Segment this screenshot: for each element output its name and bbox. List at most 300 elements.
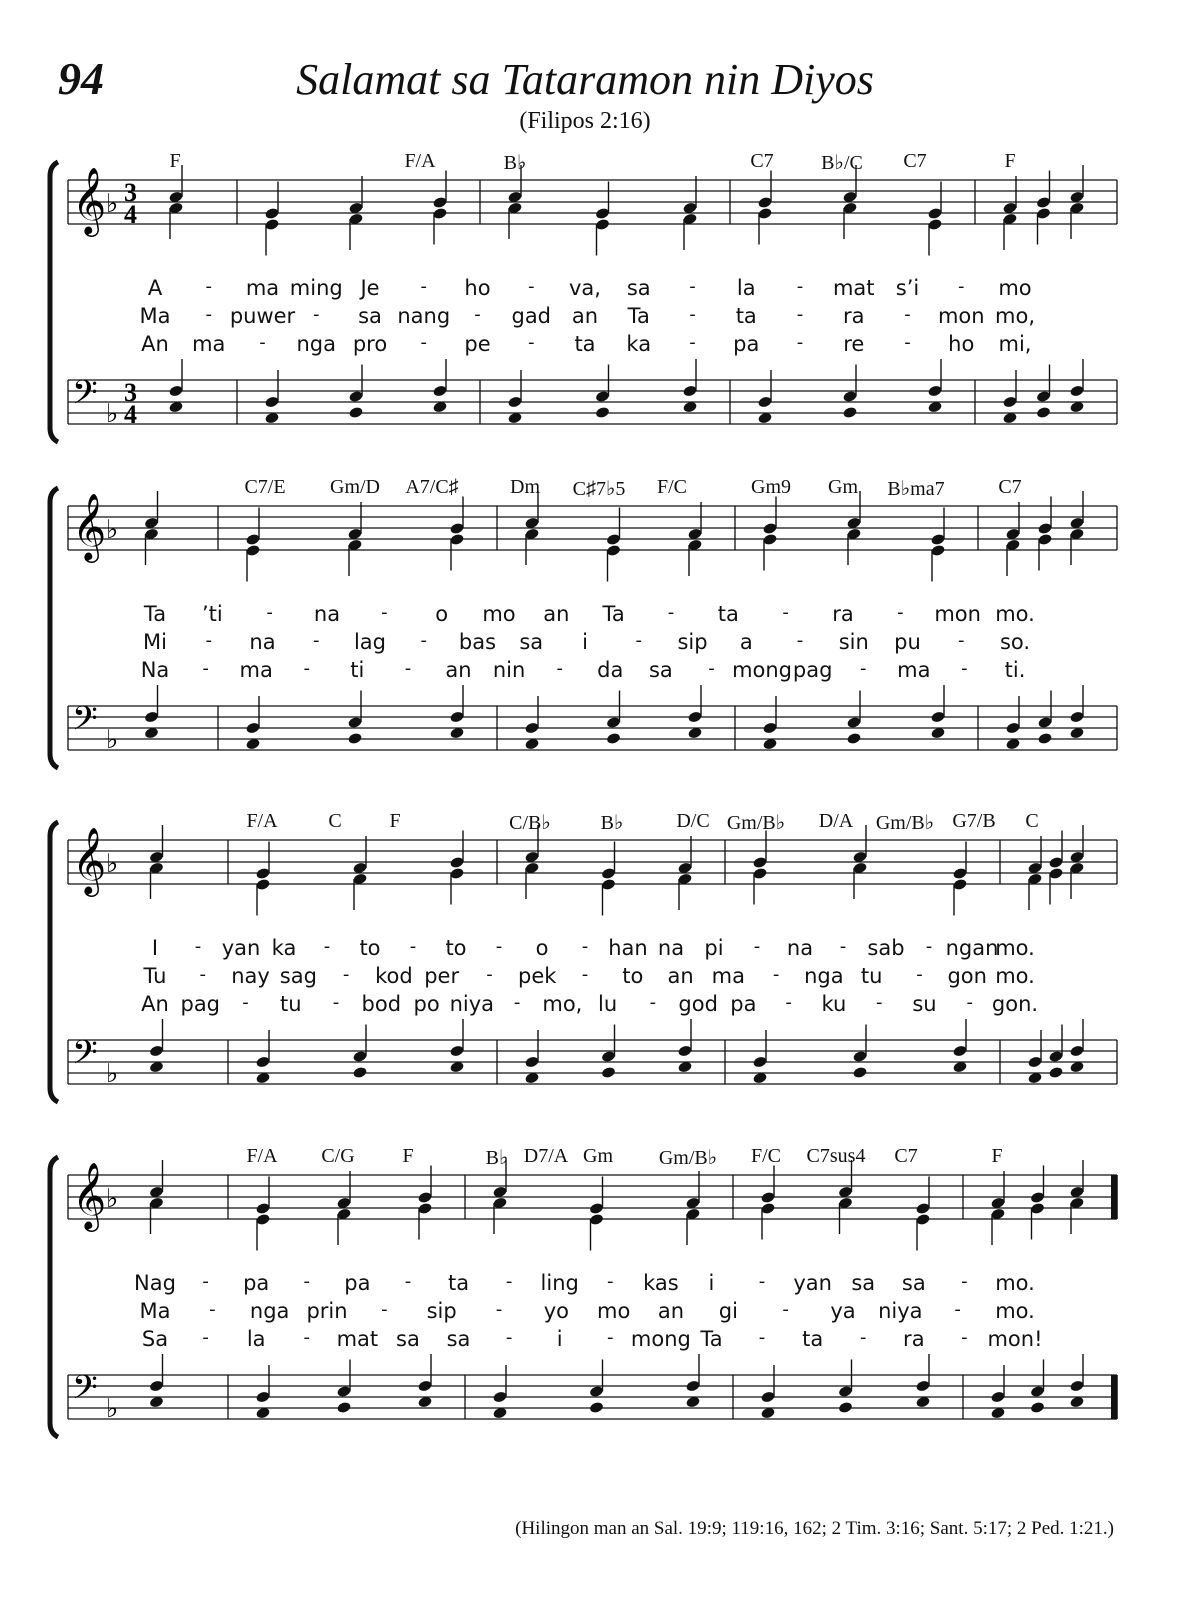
lyric-syllable: na (657, 936, 685, 960)
notehead (842, 406, 857, 419)
lyric-syllable: po (413, 992, 440, 1016)
lyric-syllable: ma (897, 658, 931, 682)
lyric-hyphen: - (202, 1327, 209, 1348)
lyric-syllable: nga (249, 1299, 290, 1323)
lyric-hyphen: - (708, 658, 715, 679)
lyric-syllable: mo. (995, 1271, 1035, 1295)
lyric-syllable: bas (458, 630, 497, 654)
lyric-syllable: bod (361, 992, 402, 1016)
treble-clef-icon: 𝄞 (72, 492, 107, 560)
lyric-syllable: mong (732, 658, 793, 682)
lyric-hyphen: - (313, 304, 320, 325)
notehead (347, 732, 362, 745)
chord-symbol: F/A (404, 150, 436, 172)
lyric-syllable: nin (492, 658, 526, 682)
lyric-syllable: ho (464, 276, 491, 300)
lyric-syllable: lag (353, 630, 387, 654)
lyric-syllable: ling (540, 1271, 579, 1295)
chord-symbol: C7 (894, 1145, 918, 1167)
lyric-syllable: Sa (141, 1327, 169, 1351)
chord-symbol: F/A (246, 1145, 278, 1167)
lyric-syllable: ngan (945, 936, 999, 960)
lyric-syllable: gi (718, 1299, 738, 1323)
lyric-syllable: Ma (139, 304, 171, 328)
chord-symbol: G7/B (952, 810, 996, 832)
system-bracket (50, 162, 58, 442)
chord-symbol: C7 (750, 150, 774, 172)
notehead (1030, 1401, 1045, 1414)
lyric-hyphen: - (202, 1271, 209, 1292)
chord-symbol: F/C (750, 1145, 782, 1167)
chord-symbol: C (1025, 810, 1039, 832)
key-flat-icon: ♭ (106, 189, 119, 219)
chord-symbol: Gm9 (751, 476, 791, 498)
lyric-hyphen: - (242, 992, 249, 1013)
lyric-syllable: ta (802, 1327, 824, 1351)
lyric-syllable: ma (711, 964, 745, 988)
lyric-hyphen: - (961, 1327, 968, 1348)
lyric-syllable: nang (397, 304, 451, 328)
lyric-hyphen: - (689, 332, 696, 353)
lyric-syllable: mo. (995, 964, 1035, 988)
notehead (1037, 732, 1052, 745)
lyric-syllable: la (246, 1327, 266, 1351)
lyric-syllable: ra (842, 304, 865, 328)
lyric-hyphen: - (958, 630, 965, 651)
bass-clef-icon: 𝄢 (72, 1034, 98, 1080)
lyric-hyphen: - (194, 936, 202, 957)
lyric-hyphen: - (205, 630, 212, 651)
lyric-hyphen: - (303, 1271, 310, 1292)
lyric-syllable: mi, (998, 332, 1032, 356)
chord-symbol: F (389, 810, 401, 832)
chord-symbol: F/C (656, 476, 688, 498)
chord-symbol: Gm/D (330, 476, 380, 498)
notehead (846, 732, 861, 745)
chord-symbol: F/A (246, 810, 278, 832)
lyric-syllable: Ma (139, 1299, 171, 1323)
lyric-hyphen: - (303, 658, 310, 679)
lyric-hyphen: - (796, 630, 804, 651)
lyric-hyphen: - (607, 1327, 614, 1348)
scripture-reference: (Filipos 2:16) (519, 108, 651, 134)
lyric-hyphen: - (782, 602, 789, 623)
lyric-hyphen: - (916, 964, 923, 985)
chord-symbol: C7sus4 (806, 1145, 866, 1167)
lyric-syllable: pa (730, 992, 757, 1016)
lyric-hyphen: - (420, 630, 427, 651)
lyric-syllable: yo (543, 1299, 569, 1323)
lyric-hyphen: - (381, 602, 388, 623)
treble-clef-icon: 𝄞 (72, 1161, 107, 1229)
lyric-hyphen: - (495, 936, 503, 957)
key-flat-icon: ♭ (106, 1184, 119, 1214)
lyric-syllable: mat (336, 1327, 379, 1351)
lyric-hyphen: - (259, 332, 266, 353)
lyric-syllable: s’i (895, 276, 920, 300)
lyric-hyphen: - (420, 276, 427, 297)
lyric-syllable: mo (597, 1299, 631, 1323)
chord-symbol: Gm/B♭ (875, 812, 935, 834)
key-flat-icon: ♭ (106, 515, 119, 545)
lyric-syllable: kod (375, 964, 413, 988)
bass-clef-icon: 𝄢 (72, 700, 98, 746)
lyric-syllable: mo (482, 602, 516, 626)
lyric-syllable: o (535, 936, 549, 960)
lyric-syllable: na (313, 602, 341, 626)
time-signature-bottom: 4 (124, 400, 137, 429)
lyric-syllable: sa (358, 304, 382, 328)
time-signature-top: 3 (124, 378, 137, 407)
key-flat-icon: ♭ (106, 725, 119, 755)
lyric-syllable: sa (519, 630, 544, 654)
notehead (348, 406, 363, 419)
lyric-hyphen: - (758, 1271, 766, 1292)
chord-symbol: D/C (676, 810, 710, 832)
lyric-syllable: Nag (134, 1271, 176, 1295)
lyric-hyphen: - (581, 936, 589, 957)
lyric-hyphen: - (486, 964, 493, 985)
chord-symbol: C/G (321, 1145, 355, 1167)
lyric-syllable: yan (793, 1271, 832, 1295)
chord-symbol: Gm (583, 1145, 613, 1167)
lyric-hyphen: - (753, 936, 761, 957)
lyric-hyphen: - (649, 992, 657, 1013)
chord-symbol: B♭ (503, 152, 527, 174)
notehead (838, 1401, 853, 1414)
lyric-syllable: ti (350, 658, 365, 682)
lyric-syllable: ma (239, 658, 273, 682)
lyric-syllable: Je (360, 276, 380, 300)
lyric-syllable: pu (894, 630, 921, 654)
chord-symbol: Gm (828, 476, 858, 498)
lyric-syllable: sa (648, 658, 673, 682)
lyric-hyphen: - (202, 658, 209, 679)
lyric-syllable: so. (999, 630, 1031, 654)
lyric-hyphen: - (785, 992, 792, 1013)
lyric-hyphen: - (961, 658, 968, 679)
lyric-syllable: an (571, 304, 599, 328)
lyric-syllable: an (543, 602, 570, 626)
lyric-syllable: per (424, 964, 460, 988)
treble-clef-icon: 𝄞 (72, 826, 107, 894)
lyric-syllable: An (141, 992, 169, 1016)
lyric-syllable: sag (279, 964, 317, 988)
key-flat-icon: ♭ (106, 1059, 119, 1089)
chord-symbol: B♭ (485, 1147, 509, 1169)
lyric-syllable: an (657, 1299, 685, 1323)
lyric-syllable: an (445, 658, 472, 682)
lyric-syllable: ra (832, 602, 854, 626)
lyric-hyphen: - (782, 1299, 789, 1320)
lyric-syllable: mo. (995, 1299, 1035, 1323)
notehead (1048, 1066, 1063, 1079)
lyric-hyphen: - (897, 602, 904, 623)
lyric-syllable: Mi (143, 630, 167, 654)
chord-symbol: C (328, 810, 342, 832)
lyric-syllable: na (786, 936, 814, 960)
lyric-syllable: tu (860, 964, 883, 988)
lyric-syllable: sin (838, 630, 869, 654)
lyric-syllable: ta (447, 1271, 470, 1295)
lyric-syllable: Na (140, 658, 170, 682)
chord-symbol: C7/E (244, 476, 286, 498)
lyric-hyphen: - (342, 964, 350, 985)
bass-clef-icon: 𝄢 (72, 374, 98, 420)
lyric-syllable: god (678, 992, 718, 1016)
lyric-hyphen: - (404, 658, 412, 679)
lyric-hyphen: - (495, 1299, 503, 1320)
lyric-hyphen: - (409, 936, 417, 957)
lyric-syllable: an (667, 964, 694, 988)
lyric-hyphen: - (966, 992, 973, 1013)
lyric-syllable: ta (735, 304, 757, 328)
lyric-hyphen: - (528, 276, 535, 297)
key-flat-icon: ♭ (106, 1394, 119, 1424)
notehead (852, 1066, 867, 1079)
lyric-syllable: puwer (229, 304, 296, 328)
lyric-syllable: ku (821, 992, 847, 1016)
lyric-syllable: na (249, 630, 276, 654)
bass-clef-icon: 𝄢 (72, 1369, 98, 1415)
lyric-syllable: han (608, 936, 648, 960)
lyric-syllable: sa (901, 1271, 926, 1295)
chord-symbol: D/A (818, 810, 854, 832)
song-title: Salamat sa Tataramon nin Diyos (296, 55, 874, 104)
staff-system (0, 150, 1200, 450)
lyric-hyphen: - (332, 992, 340, 1013)
lyric-hyphen: - (859, 658, 867, 679)
chord-symbol: B♭ (600, 812, 624, 834)
lyric-syllable: ma (245, 276, 280, 300)
notehead (601, 1066, 616, 1079)
chord-symbol: F (402, 1145, 414, 1167)
lyric-syllable: nga (804, 964, 844, 988)
time-signature-top: 3 (124, 178, 137, 207)
lyric-hyphen: - (758, 1327, 766, 1348)
lyric-syllable: tu (280, 992, 302, 1016)
notehead (1036, 406, 1051, 419)
lyric-syllable: pro (352, 332, 388, 356)
lyric-syllable: ’ti (201, 602, 223, 626)
lyric-syllable: mon (934, 602, 981, 626)
lyric-syllable: sa (851, 1271, 876, 1295)
chord-symbol: C/B♭ (509, 812, 551, 834)
lyric-syllable: nga (296, 332, 337, 356)
lyric-hyphen: - (961, 1271, 968, 1292)
lyric-syllable: ya (830, 1299, 856, 1323)
lyric-hyphen: - (303, 1327, 310, 1348)
key-flat-icon: ♭ (106, 849, 119, 879)
lyric-syllable: Ta (700, 1327, 723, 1351)
key-flat-icon: ♭ (106, 399, 119, 429)
lyric-hyphen: - (607, 1271, 614, 1292)
lyric-hyphen: - (505, 1271, 513, 1292)
lyric-hyphen: - (528, 332, 535, 353)
lyric-syllable: ra (903, 1327, 925, 1351)
lyric-syllable: va, (569, 276, 601, 300)
final-barline (1111, 1175, 1117, 1219)
lyric-hyphen: - (556, 658, 563, 679)
lyric-syllable: gon. (991, 992, 1039, 1016)
lyric-syllable: pag (792, 658, 833, 682)
lyric-hyphen: - (205, 276, 212, 297)
lyric-hyphen: - (323, 936, 331, 957)
staff-system (0, 476, 1200, 776)
chord-symbol: F (1004, 150, 1016, 172)
lyric-syllable: nay (231, 964, 270, 988)
lyric-hyphen: - (581, 964, 589, 985)
staff-system (0, 1145, 1200, 1445)
chord-symbol: B♭ma7 (887, 478, 945, 500)
lyric-syllable: kas (643, 1271, 679, 1295)
chord-symbol: Gm/B♭ (658, 1147, 718, 1169)
lyric-syllable: mo, (542, 992, 583, 1016)
lyric-syllable: ti. (1004, 658, 1026, 682)
lyric-hyphen: - (925, 936, 933, 957)
lyric-hyphen: - (667, 602, 675, 623)
lyric-hyphen: - (420, 332, 427, 353)
lyric-syllable: ma (192, 332, 226, 356)
lyric-syllable: mong (630, 1327, 691, 1351)
lyric-hyphen: - (474, 304, 481, 325)
lyric-syllable: mo (998, 276, 1032, 300)
lyric-syllable: i (582, 630, 588, 654)
lyric-syllable: mo. (995, 602, 1035, 626)
song-number: 94 (58, 53, 104, 104)
chord-symbol: C7 (998, 476, 1022, 498)
lyric-syllable: pek (518, 964, 557, 988)
lyric-syllable: su (912, 992, 937, 1016)
lyric-syllable: ta (574, 332, 596, 356)
lyric-hyphen: - (635, 630, 642, 651)
lyric-hyphen: - (266, 602, 273, 623)
lyric-hyphen: - (313, 630, 320, 651)
lyric-syllable: to (359, 936, 381, 960)
chord-symbol: F (991, 1145, 1003, 1167)
lyric-syllable: sa (446, 1327, 471, 1351)
lyric-hyphen: - (205, 304, 212, 325)
lyric-hyphen: - (689, 304, 696, 325)
lyric-hyphen: - (404, 1271, 412, 1292)
lyric-syllable: yan (221, 936, 261, 960)
staff-system (0, 810, 1200, 1110)
chord-symbol: Dm (510, 476, 540, 498)
lyric-syllable: ming (289, 276, 343, 300)
lyric-hyphen: - (958, 276, 965, 297)
chord-symbol: A7/C♯ (405, 476, 459, 498)
lyric-syllable: re (843, 332, 865, 356)
lyric-hyphen: - (839, 936, 847, 957)
lyric-hyphen: - (513, 992, 521, 1013)
lyric-syllable: Ta (627, 304, 650, 328)
lyric-syllable: pag (180, 992, 221, 1016)
lyric-syllable: Ta (602, 602, 625, 626)
lyric-syllable: An (141, 332, 169, 356)
lyric-syllable: Ta (143, 602, 167, 626)
lyric-syllable: niya (878, 1299, 923, 1323)
lyric-syllable: mo, (995, 304, 1035, 328)
lyric-syllable: ka (271, 936, 297, 960)
lyric-hyphen: - (859, 1327, 867, 1348)
lyric-hyphen: - (796, 332, 804, 353)
lyric-syllable: sip (677, 630, 708, 654)
lyric-syllable: lu (598, 992, 618, 1016)
system-bracket (50, 488, 58, 768)
system-bracket (50, 822, 58, 1102)
lyric-syllable: sa (396, 1327, 420, 1351)
lyric-hyphen: - (875, 992, 883, 1013)
lyric-syllable: mat (832, 276, 875, 300)
lyric-hyphen: - (209, 1299, 216, 1320)
lyric-syllable: sa (626, 276, 651, 300)
notehead (595, 406, 610, 419)
lyric-syllable: pe (464, 332, 491, 356)
lyric-syllable: pa (243, 1271, 270, 1295)
lyric-syllable: sab (867, 936, 905, 960)
lyric-hyphen: - (505, 1327, 513, 1348)
notehead (589, 1401, 604, 1414)
chord-symbol: C♯7♭5 (572, 478, 626, 500)
lyric-syllable: mon! (987, 1327, 1043, 1351)
lyric-syllable: ta (717, 602, 739, 626)
system-bracket (50, 1157, 58, 1437)
lyric-syllable: la (736, 276, 756, 300)
final-barline (1111, 1375, 1117, 1419)
lyric-syllable: i (708, 1271, 715, 1295)
lyric-syllable: pa (344, 1271, 371, 1295)
lyric-hyphen: - (689, 276, 696, 297)
lyric-syllable: to (445, 936, 467, 960)
notehead (606, 732, 621, 745)
lyric-syllable: to (622, 964, 644, 988)
lyric-syllable: i (556, 1327, 563, 1351)
notehead (352, 1066, 367, 1079)
notehead (336, 1401, 351, 1414)
lyric-syllable: gon (947, 964, 987, 988)
lyric-syllable: Tu (143, 964, 167, 988)
lyric-syllable: prin (306, 1299, 348, 1323)
lyric-hyphen: - (904, 332, 911, 353)
lyric-hyphen: - (796, 304, 804, 325)
lyric-syllable: gad (511, 304, 552, 328)
lyric-syllable: sip (426, 1299, 457, 1323)
chord-symbol: F (169, 150, 181, 172)
lyric-syllable: A (147, 276, 163, 300)
lyric-hyphen: - (954, 1299, 961, 1320)
lyric-hyphen: - (381, 1299, 388, 1320)
lyric-syllable: ho (948, 332, 975, 356)
lyric-hyphen: - (796, 276, 804, 297)
footer-references: (Hilingon man an Sal. 19:9; 119:16, 162; 2 Tim. 3:16; Sant. 5:17; 2 Ped. 1:21.) (515, 1518, 1114, 1539)
lyric-hyphen: - (199, 964, 207, 985)
lyric-syllable: pi (704, 936, 724, 960)
time-signature-bottom: 4 (124, 200, 137, 229)
lyric-syllable: o (435, 602, 449, 626)
chord-symbol: C7 (903, 150, 927, 172)
lyric-syllable: ka (626, 332, 652, 356)
chord-symbol: Gm/B♭ (726, 812, 786, 834)
lyric-syllable: pa (733, 332, 760, 356)
chord-symbol: B♭/C (821, 152, 863, 174)
treble-clef-icon: 𝄞 (72, 166, 107, 234)
lyric-syllable: mon (937, 304, 985, 328)
lyric-hyphen: - (772, 964, 780, 985)
lyric-syllable: a (739, 630, 753, 654)
lyric-syllable: I (151, 936, 159, 960)
lyric-hyphen: - (904, 304, 911, 325)
lyric-syllable: niya (449, 992, 495, 1016)
